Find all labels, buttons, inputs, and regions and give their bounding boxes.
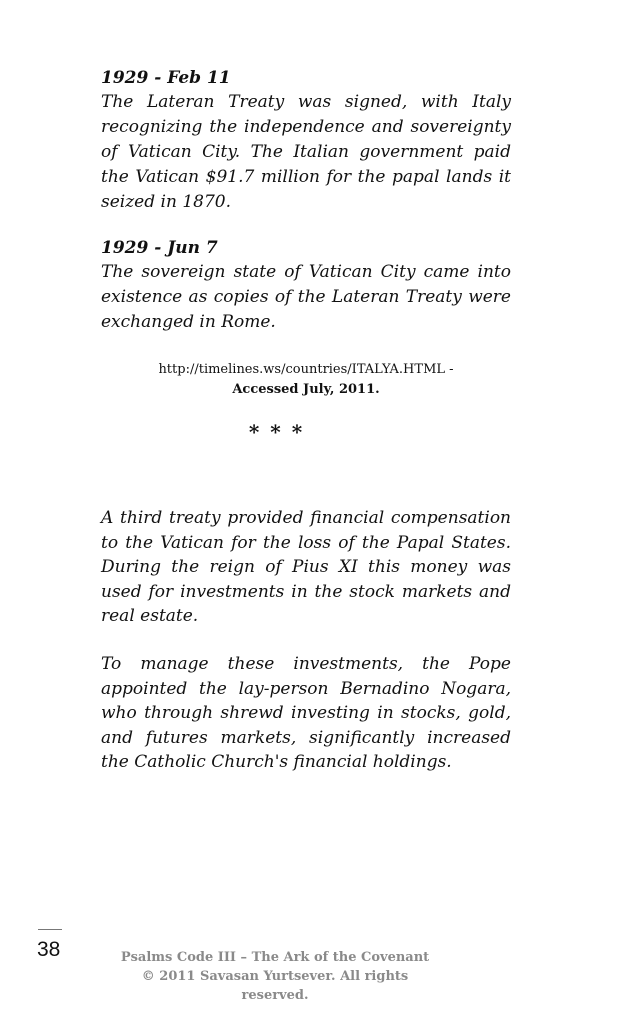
source-accessed-date: Accessed July, 2011. [232,382,380,397]
page-number-rule [38,929,62,930]
footer-copyright: © 2011 Savasan Yurtsever. All rights reserved. [141,969,409,1003]
timeline-entry [101,236,511,335]
source-citation [101,360,511,400]
footer-title: Psalms Code III – The Ark of the Covenant [120,950,430,965]
entry-date: 1929 - Feb 11 [101,68,231,88]
page-number: 38 [37,938,61,961]
source-url: http://timelines.ws/countries/ITALYA.HTML - [158,362,454,377]
section-separator: * * * [248,420,305,444]
entry-date: 1929 - Jun 7 [101,238,218,258]
body-paragraph: To manage these investments, the Pope appointed the lay-person Bernadino Nogara, who through shrewd investing in stocks, gold, and futures markets, significantly increased the Catholic Church's financial holdings. [101,654,511,772]
entry-text: The Lateran Treaty was signed, with Italy recognizing the independence and sovereignty of Vatican City. The Italian government paid the Vatican $91.7 million for the papal lands it seized in 1870. [101,92,511,212]
page-footer [110,948,440,1005]
entry-text: The sovereign state of Vatican City came into existence as copies of the Lateran Treaty were exchanged in Rome. [101,262,511,332]
body-paragraph: A third treaty provided financial compensation to the Vatican for the loss of the Papal States. During the reign of Pius XI this money was used for investments in the stock markets and real estate. [101,508,511,626]
timeline-entry [101,66,511,215]
